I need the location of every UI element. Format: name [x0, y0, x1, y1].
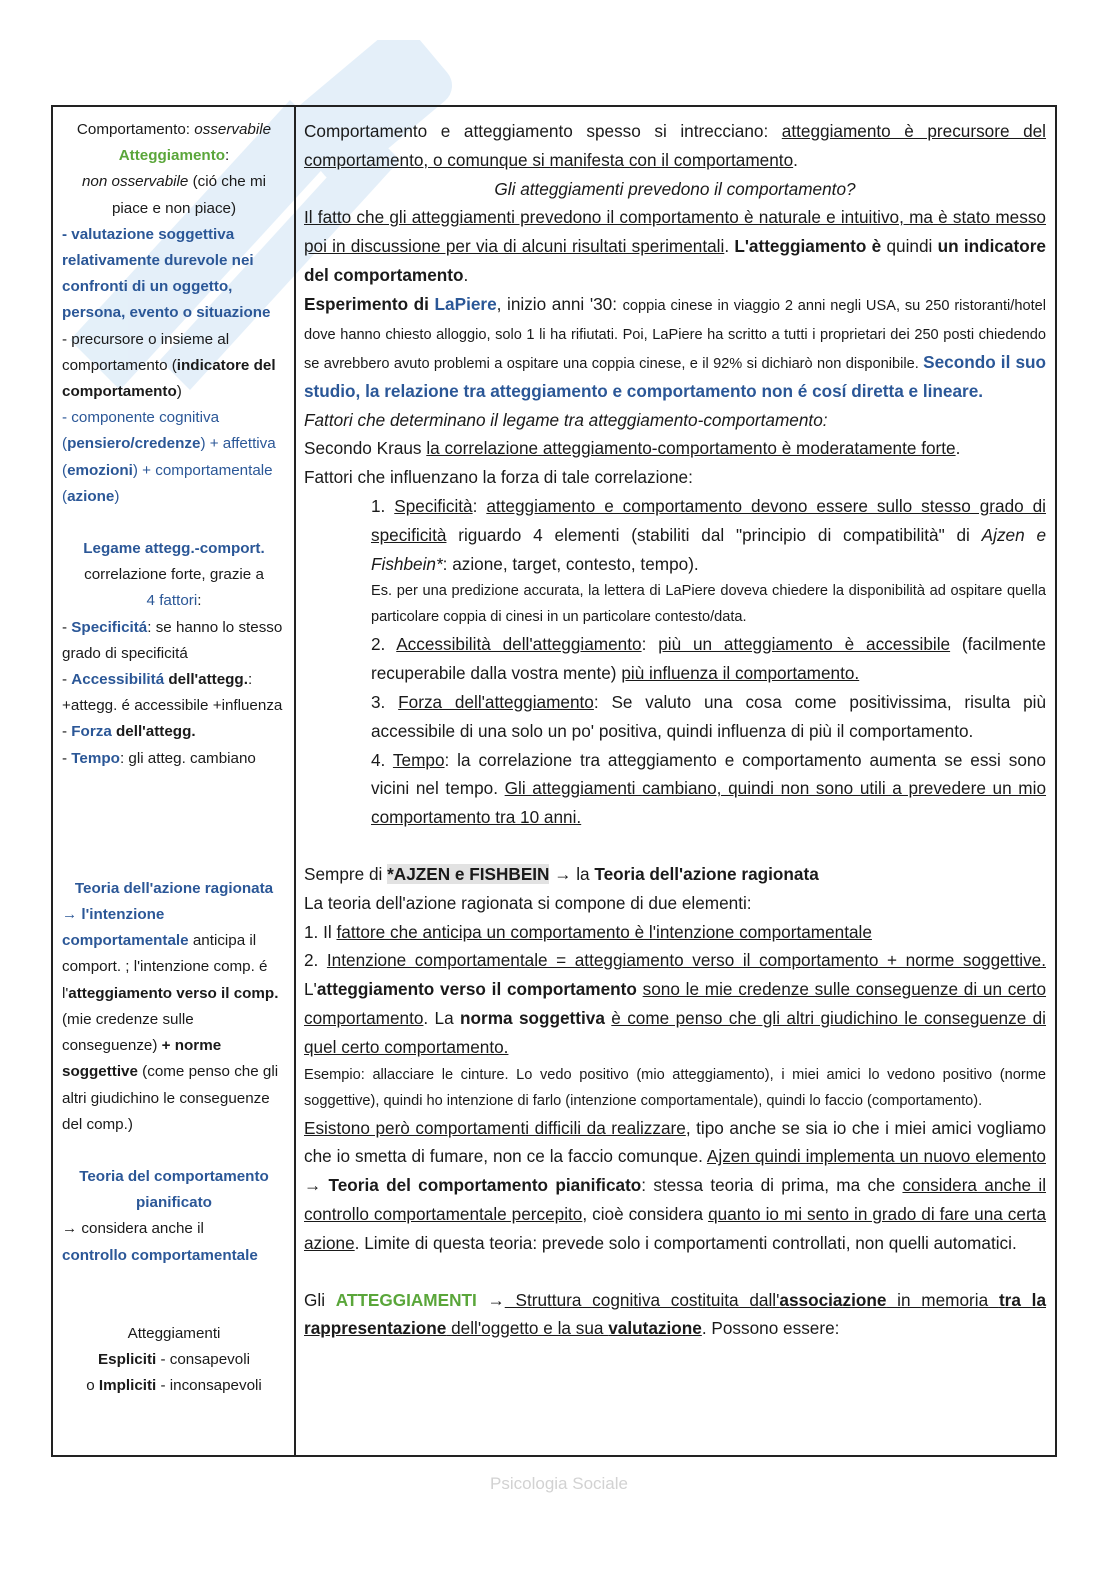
teoria-azione-note: → l'intenzione comportamentale anticipa il comport. ; l'intenzione comp. é l'atteggiamento verso il comp. (mie credenze sulle conseguenze) + norme soggettive (come penso che gli altri giudichino le conseguenze del comp.): [62, 906, 279, 1133]
list-item: 4. Tempo: la correlazione tra atteggiamento e comportamento aumenta se essi sono vicini nel tempo. Gli atteggiamenti cambiano, quindi non sono utili a prevedere un mio comportamento tra 10 anni.: [371, 749, 1047, 828]
forza-note: - Forza dell'attegg.: [62, 723, 196, 741]
teoria-pianificato-heading: Teoria del comportamento pianificato: [79, 1167, 269, 1212]
intro-paragraph: Comportamento e atteggiamento spesso si intrecciano: atteggiamento è precursore del comportamento, o comunque si manifesta con il comportamento.: [304, 121, 1047, 170]
tempo-note: - Tempo: gli atteg. cambiano: [62, 749, 256, 767]
left-column: [53, 107, 296, 1455]
componenti-note: - componente cognitiva (pensiero/credenze) + affettiva (emozioni) + comportamentale (azione): [62, 409, 276, 505]
teoria-pianificato-note: → considera anche il controllo comportamentale: [62, 1220, 258, 1264]
list-item: 1. Il fattore che anticipa un comportamento è l'intenzione comportamentale: [304, 921, 872, 942]
specificita-note: - Specificitá: se hanno lo stesso grado di specificitá: [62, 618, 283, 662]
fattori-list: [304, 492, 1046, 832]
list-item: 2. Intenzione comportamentale = atteggiamento verso il comportamento + norme soggettive. L'atteggiamento verso il comportamento sono le mie credenze sulle conseguenze di un certo comportamento. La norma soggettiva è come penso che gli altri giudichino le conseguenze di quel certo comportamento.: [304, 950, 1047, 1057]
right-column: [296, 107, 1055, 1455]
fattori-heading: Fattori che determinano il legame tra atteggiamento-comportamento:: [304, 409, 828, 430]
list-item: 3. Forza dell'atteggiamento: Se valuto una cosa come positivissima, risulta più accessibile di una solo un po' positiva, quindi influenza di più il comportamento.: [371, 691, 1047, 741]
intro-summary: Comportamento: osservabile Atteggiamento: non osservabile (ció che mi piace e non piace): [76, 121, 272, 217]
valutazione-note: - valutazione soggettiva relativamente durevole nei confronti di un oggetto, persona, evento o situazione: [62, 225, 271, 322]
example-note: Es. per una predizione accurata, la lettera di LaPiere doveva chiedere la disponibilità ad ospitare quella particolare coppia di cinesi in un particolare contesto/data.: [371, 583, 1046, 626]
precursore-note: - precursore o insieme al comportamento (indicatore del comportamento): [62, 330, 276, 401]
sempre-heading: Sempre di *AJZEN e FISHBEIN → la Teoria dell'azione ragionata: [304, 863, 819, 884]
compone-line: La teoria dell'azione ragionata si compone di due elementi:: [304, 892, 752, 913]
page-footer: Psicologia Sociale: [490, 1474, 628, 1493]
document-table: [51, 105, 1057, 1457]
list-item: 1. Specificità: atteggiamento e comportamento devono essere sullo stesso grado di specificità riguardo 4 elementi (stabiliti dal "principio di compatibilità" di Ajzen e Fishbein*: azione, target, contesto, tempo).: [371, 495, 1046, 574]
list-item: 2. Accessibilità dell'atteggiamento: più un atteggiamento è accessibile (facilmente recuperabile dalla vostra mente) più influenza il comportamento.: [371, 634, 1046, 684]
lapiere-paragraph: Esperimento di LaPiere, inizio anni '30: coppia cinese in viaggio 2 anni negli USA, su 250 ristoranti/hotel dove hanno chiesto alloggio, solo 1 li ha rifiutati. Poi, LaPiere ha scritto a tutti i proprietari dei 250 posti chiedendo se avrebbero avuto problemi a ospitare una coppia cinese, e il 92% si dichiarò non disponibile. Secondo il suo studio, la relazione tra atteggiamento e comportamento non é cosí diretta e lineare.: [304, 293, 1047, 401]
atteggiamenti-types: Atteggiamenti Espliciti - consapevoli o Impliciti - inconsapevoli: [86, 1324, 262, 1395]
teoria-azione-heading: Teoria dell'azione ragionata: [74, 879, 274, 897]
prevedono-paragraph: Il fatto che gli atteggiamenti prevedono il comportamento è naturale e intuitivo, ma è stato messo poi in discussione per via di alcuni risultati sperimentali. L'atteggiamento è quindi un indicatore del comportamento.: [304, 207, 1046, 285]
legame-heading: Legame attegg.-comport. correlazione forte, grazie a 4 fattori:: [83, 540, 265, 610]
kraus-paragraph: Secondo Kraus la correlazione atteggiamento-comportamento è moderatamente forte.: [304, 438, 961, 459]
pianificato-paragraph: Esistono però comportamenti difficili da realizzare, tipo anche se sia io che i miei amici vogliamo che io smetta di fumare, non ce la faccio comunque. Ajzen quindi implementa un nuovo elemento → Teoria del comportamento pianificato: stessa teoria di prima, ma che considera anche il controllo comportamentale percepito, cioè considera quanto io mi sento in grado di fare una certa azione. Limite di questa teoria: prevede solo i comportamenti controllati, non quelli automatici.: [304, 1117, 1047, 1253]
fattori-line: Fattori che influenzano la forza di tale correlazione:: [304, 467, 693, 488]
example-note: Esempio: allacciare le cinture. Lo vedo positivo (mio atteggiamento), i miei amici lo vedono positivo (norme soggettive), quindi ho intenzione di farlo (intenzione comportamentale), quindi lo faccio (comportamento).: [304, 1066, 1046, 1109]
atteggiamenti-paragraph: Gli ATTEGGIAMENTI → Struttura cognitiva costituita dall'associazione in memoria tra la rappresentazione dell'oggetto e la sua valutazione. Possono essere:: [304, 1289, 1047, 1339]
accessibilita-note: - Accessibilitá dell'attegg.: +attegg. é accessibile +influenza: [62, 671, 283, 715]
question-heading: Gli atteggiamenti prevedono il comportamento?: [494, 178, 856, 199]
